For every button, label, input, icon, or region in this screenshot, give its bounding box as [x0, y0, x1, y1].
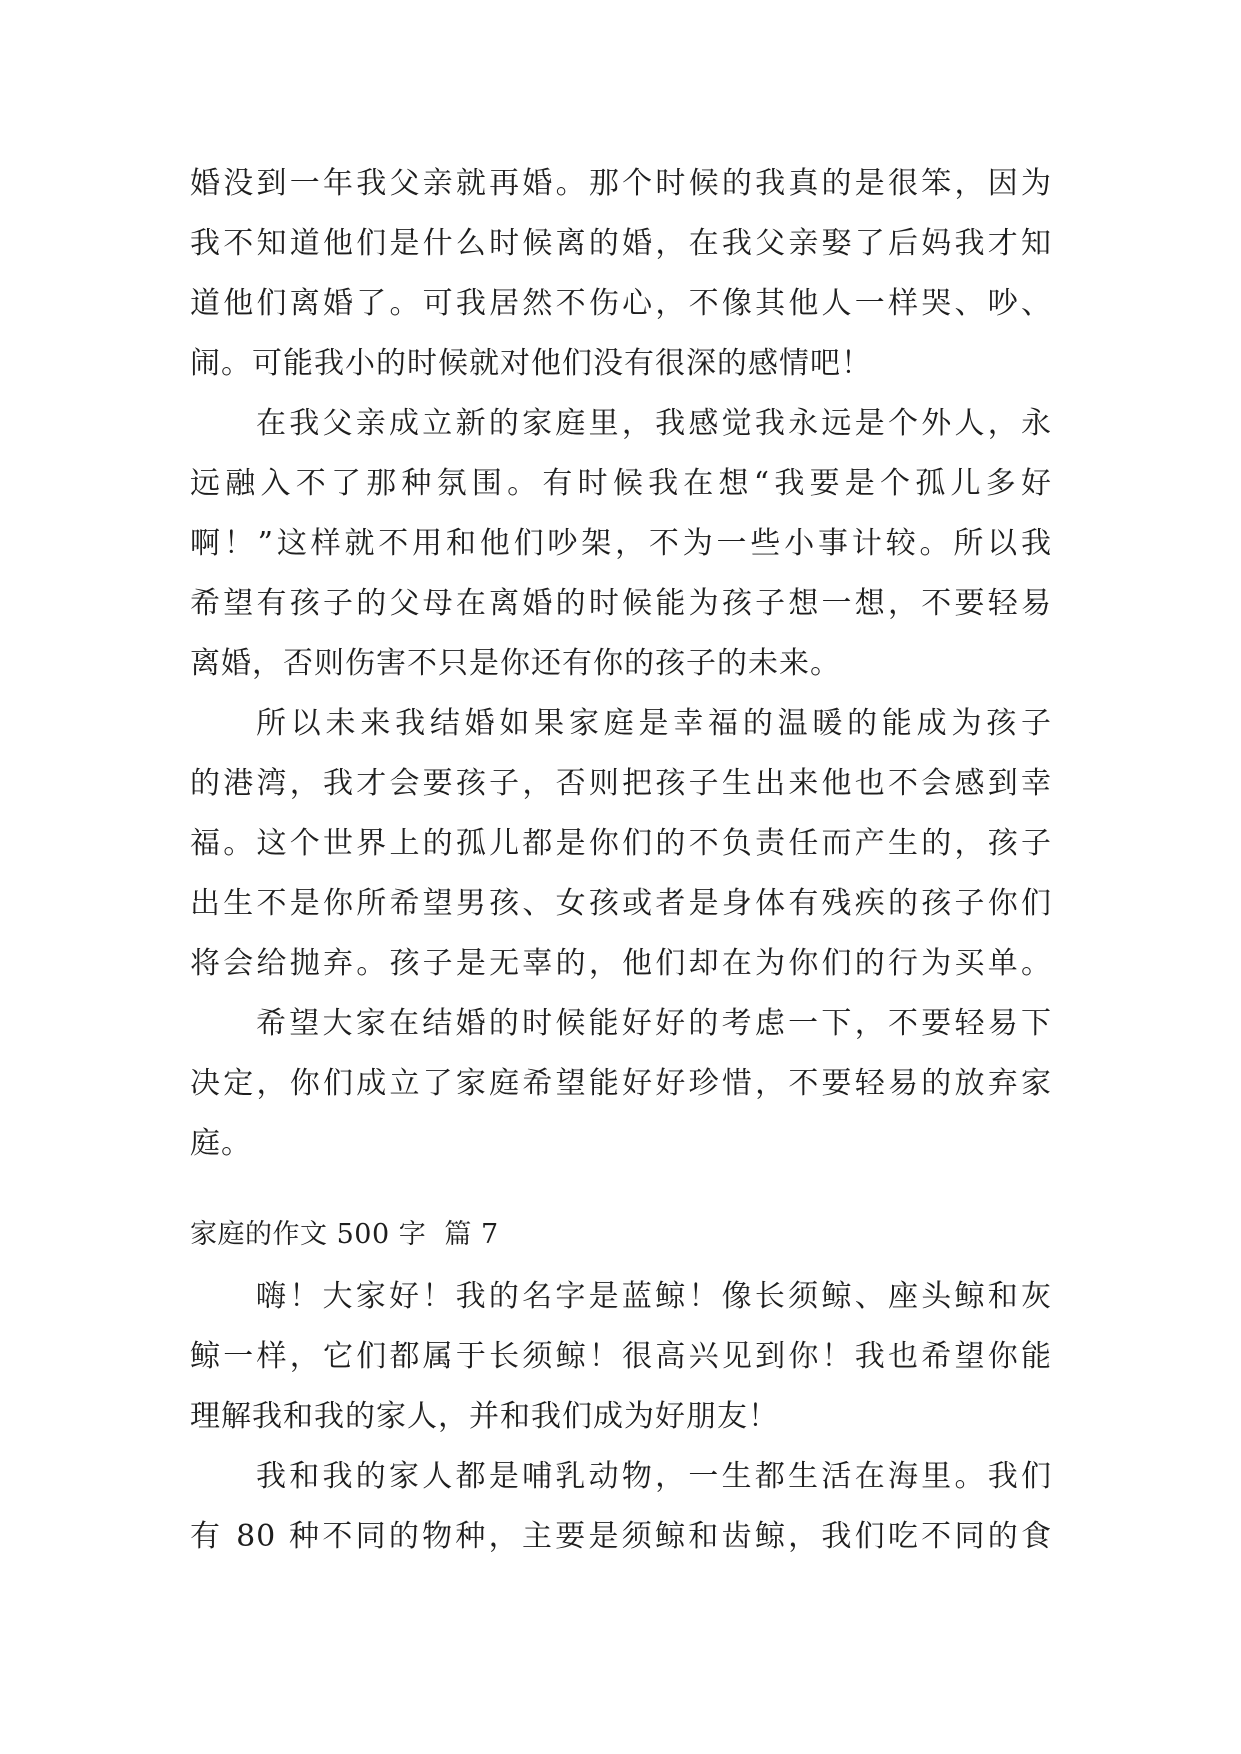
text-line: 道他们离婚了。可我居然不伤心，不像其他人一样哭、吵、: [190, 286, 1052, 321]
text-line: 离婚，否则伤害不只是你还有你的孩子的未来。: [190, 646, 841, 681]
text-line: 希望大家在结婚的时候能好好的考虑一下，不要轻易下: [256, 1006, 1052, 1041]
text-line: 嗨！大家好！我的名字是蓝鲸！像长须鲸、座头鲸和灰: [256, 1279, 1052, 1314]
paragraph: [190, 154, 1052, 394]
text-line: 的港湾，我才会要孩子，否则把孩子生出来他也不会感到幸: [190, 766, 1052, 801]
text-line: 将会给抛弃。孩子是无辜的，他们却在为你们的行为买单。: [190, 946, 1052, 981]
text-line: 在我父亲成立新的家庭里，我感觉我永远是个外人，永: [256, 406, 1052, 441]
text-line: 有 80 种不同的物种，主要是须鲸和齿鲸，我们吃不同的食: [190, 1519, 1052, 1554]
document-page: [190, 154, 1052, 1567]
text-line: 决定，你们成立了家庭希望能好好珍惜，不要轻易的放弃家: [190, 1066, 1052, 1101]
paragraph: [190, 994, 1052, 1174]
text-line: 理解我和我的家人，并和我们成为好朋友！: [190, 1399, 779, 1434]
text-line: 庭。: [190, 1126, 252, 1161]
text-line: 希望有孩子的父母在离婚的时候能为孩子想一想，不要轻易: [190, 586, 1052, 621]
text-line: 福。这个世界上的孤儿都是你们的不负责任而产生的，孩子: [190, 826, 1052, 861]
paragraph: [190, 394, 1052, 694]
paragraph: [190, 694, 1052, 994]
text-line: 啊！”这样就不用和他们吵架，不为一些小事计较。所以我: [190, 526, 1052, 561]
text-line: 所以未来我结婚如果家庭是幸福的温暖的能成为孩子: [256, 706, 1052, 741]
text-line: 我和我的家人都是哺乳动物，一生都生活在海里。我们: [256, 1459, 1052, 1494]
text-line: 我不知道他们是什么时候离的婚，在我父亲娶了后妈我才知: [190, 226, 1052, 261]
text-line: 婚没到一年我父亲就再婚。那个时候的我真的是很笨，因为: [190, 166, 1052, 201]
text-line: 出生不是你所希望男孩、女孩或者是身体有残疾的孩子你们: [190, 886, 1052, 921]
paragraph: [190, 1447, 1052, 1567]
text-line: 闹。可能我小的时候就对他们没有很深的感情吧！: [190, 346, 872, 381]
text-line: 鲸一样，它们都属于长须鲸！很高兴见到你！我也希望你能: [190, 1339, 1052, 1374]
section-heading: 家庭的作文 500 字 篇 7: [190, 1219, 499, 1250]
text-line: 远融入不了那种氛围。有时候我在想“我要是个孤儿多好: [190, 466, 1052, 501]
paragraph: [190, 1267, 1052, 1447]
